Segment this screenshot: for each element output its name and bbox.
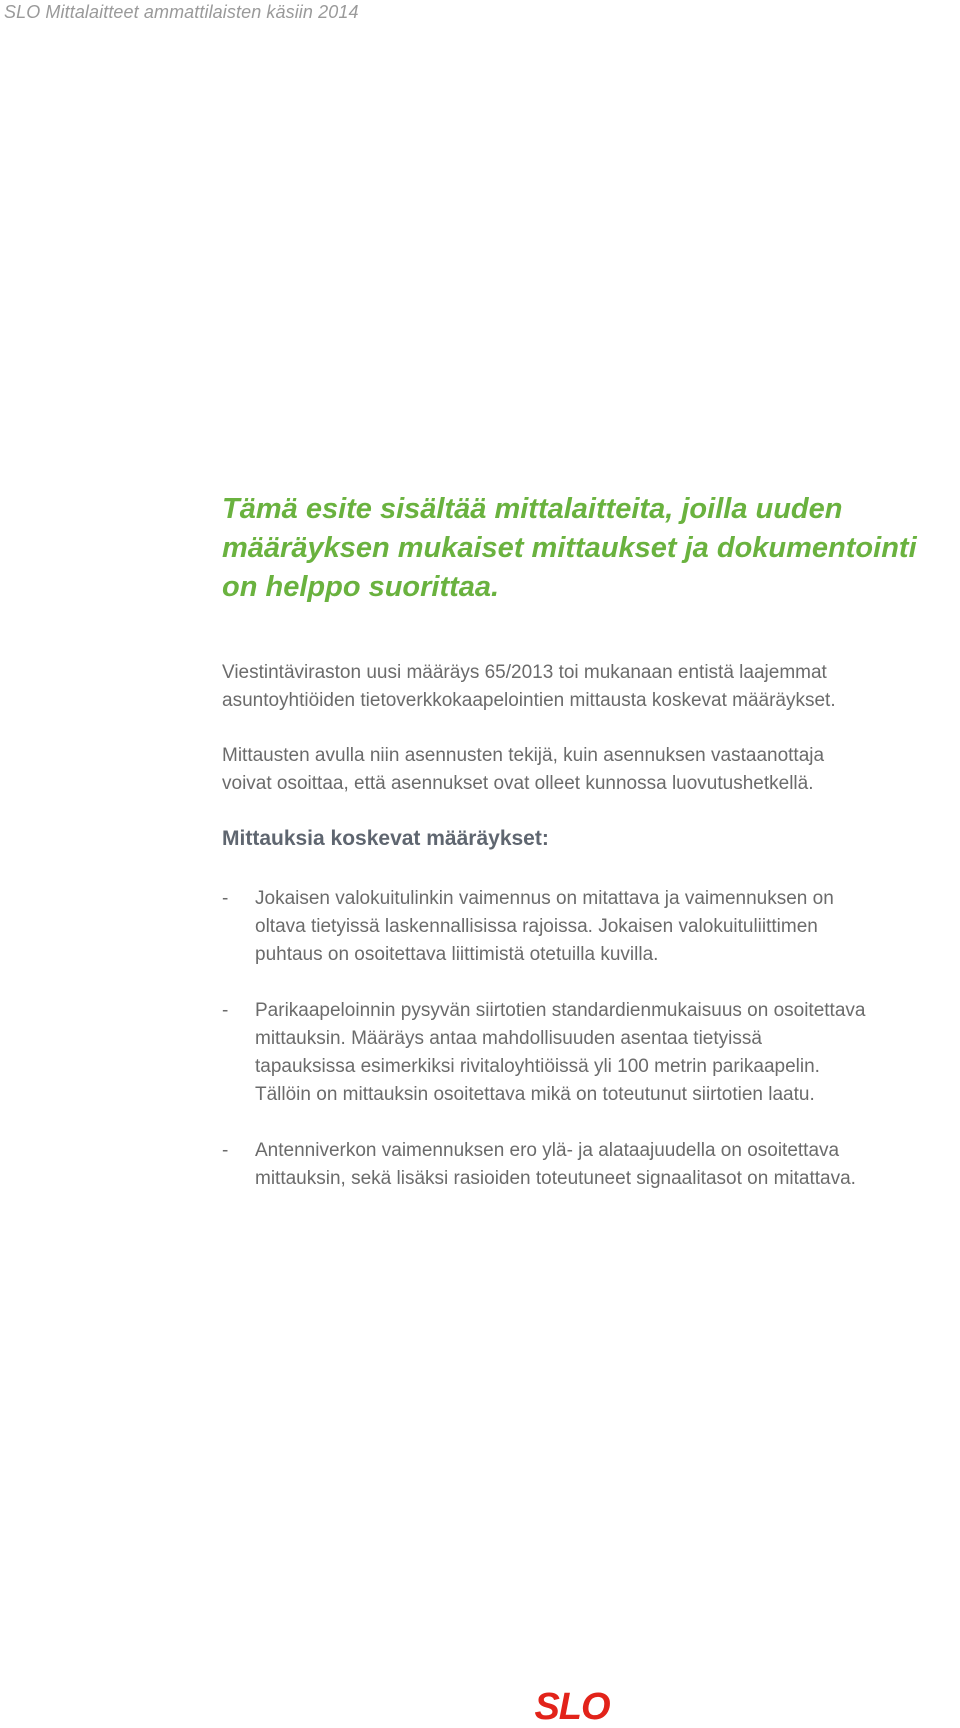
paragraph-line: voivat osoittaa, että asennukset ovat olleet kunnossa luovutushetkellä. <box>222 773 814 794</box>
paragraph-line: asuntoyhtiöiden tietoverkkokaapelointien mittausta koskevat määräykset. <box>222 690 836 711</box>
paragraph-line: Viestintäviraston uusi määräys 65/2013 toi mukanaan entistä laajemmat <box>222 662 827 683</box>
slo-logo-text: SLO <box>534 1688 610 1724</box>
rules-list <box>222 885 952 1193</box>
lead-line: on helppo suorittaa. <box>222 571 500 603</box>
list-item-line: mittauksin. Määräys antaa mahdollisuuden asentaa tietyissä <box>255 1028 762 1049</box>
list-item-line: mittauksin, sekä lisäksi rasioiden toteutuneet signaalitasot on mitattava. <box>255 1168 856 1189</box>
list-item-line: Jokaisen valokuitulinkin vaimennus on mitattava ja vaimennuksen on <box>255 888 834 909</box>
main-content <box>222 490 952 1221</box>
lead-heading <box>222 490 960 607</box>
list-item-line: oltava tietyissä laskennallisissa rajoissa. Jokaisen valokuituliittimen <box>255 916 818 937</box>
list-dash: - <box>222 888 229 909</box>
list-dash: - <box>222 1000 229 1021</box>
paragraph-line: Mittausten avulla niin asennusten tekijä, kuin asennuksen vastaanottaja <box>222 745 825 766</box>
list-dash: - <box>222 1140 229 1161</box>
rules-heading: Mittauksia koskevat määräykset: <box>222 827 549 850</box>
lead-line: Tämä esite sisältää mittalaitteita, joilla uuden <box>222 493 843 525</box>
list-item-line: Antenniverkon vaimennuksen ero ylä- ja alataajuudella on osoitettava <box>255 1140 840 1161</box>
list-item-line: Tällöin on mittauksin osoitettava mikä on toteutunut siirtotien laatu. <box>255 1084 815 1105</box>
list-item <box>222 885 952 969</box>
list-item-line: Parikaapeloinnin pysyvän siirtotien standardienmukaisuus on osoitettava <box>255 1000 866 1021</box>
list-item-line: puhtaus on osoitettava liittimistä otetuilla kuvilla. <box>255 944 659 965</box>
slo-logo <box>519 1688 625 1724</box>
list-item <box>222 1137 952 1193</box>
list-item-line: tapauksissa esimerkiksi rivitaloyhtiöissä yli 100 metrin parikaapelin. <box>255 1056 820 1077</box>
list-item <box>222 997 952 1109</box>
lead-line: määräyksen mukaiset mittaukset ja dokumentointi <box>222 532 917 564</box>
running-header: SLO Mittalaitteet ammattilaisten käsiin 2014 <box>4 2 359 22</box>
intro-paragraph <box>222 659 952 715</box>
measurement-paragraph <box>222 742 952 798</box>
